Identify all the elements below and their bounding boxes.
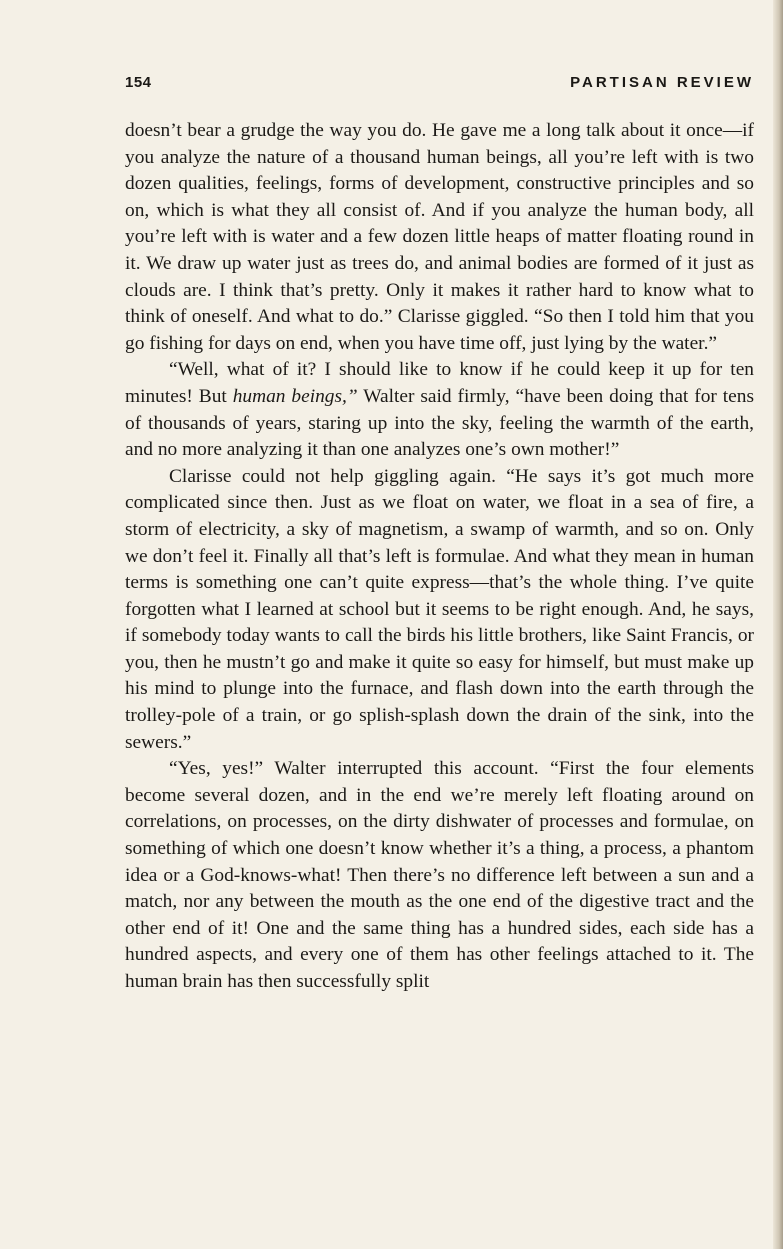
text-segment: Clarisse could not help giggling again. “He says it’s got much more complicated since then. Just as we float on water, we float in a sea of fire, a storm of electricity, a sky of magnetism, a swamp of warmth, and so on. Only we don’t feel it. Finally all that’s left is formulae. And what they mean in human terms is something one can’t quite express—that’s the whole thing. I’ve quite forgotten what I learned at school but it seems to be right enough. And, he says, if somebody today wants to call the birds his little brothers, like Saint Francis, or you, then he mustn’t go and make it quite so easy for himself, but must make up his mind to plunge into the furnace, and flash down into the earth through the trolley-pole of a train, or go splish-splash down the drain of the sink, into the sewers.” xyxy=(125,465,754,753)
running-head xyxy=(125,74,754,91)
text-segment: doesn’t bear a grudge the way you do. He gave me a long talk about it once—if you analyze the nature of a thousand human beings, all you’re left with is two dozen qualities, feelings, forms of development, constructive principles and so on, which is what they all consist of. And if you analyze the human body, all you’re left with is water and a few dozen little heaps of matter floating round in it. We draw up water just as trees do, and animal bodies are formed of it just as clouds are. I think that’s pretty. Only it makes it rather hard to know what to think of oneself. And what to do.” Clarisse giggled. “So then I told him that you go fishing for days on end, when you have time off, just lying by the water.” xyxy=(125,120,754,354)
journal-title: PARTISAN REVIEW xyxy=(570,74,754,91)
text-segment: “Well, what of it? I should like to know if he could keep it up for ten minutes! But xyxy=(125,359,754,407)
body-text xyxy=(125,118,754,996)
page-edge-shadow xyxy=(773,0,783,1249)
italic-phrase: human beings,” xyxy=(232,385,358,407)
paragraph xyxy=(125,118,754,357)
paragraph xyxy=(125,357,754,463)
text-segment: “Yes, yes!” Walter interrupted this account. “First the four elements become several dozen, and in the end we’re merely left floating around on correlations, on processes, on the dirty dishwater of processes and formulae, on something of which one doesn’t know whether it’s a thing, a process, a phantom idea or a God-knows-what! Then there’s no difference left between a sun and a match, nor any between the mouth as the one end of the digestive tract and the other end of it! One and the same thing has a hundred sides, each side has a hundred aspects, and every one of them has other feelings attached to it. The human brain has then successfully split xyxy=(125,758,754,992)
page-number: 154 xyxy=(125,74,152,91)
text-segment: Walter said firmly, “have been doing that for tens of thousands of years, staring up into the sky, feeling the warmth of the earth, and no more analyzing it than one analyzes one’s own mother!” xyxy=(125,385,754,461)
paragraph xyxy=(125,756,754,995)
paragraph xyxy=(125,464,754,757)
